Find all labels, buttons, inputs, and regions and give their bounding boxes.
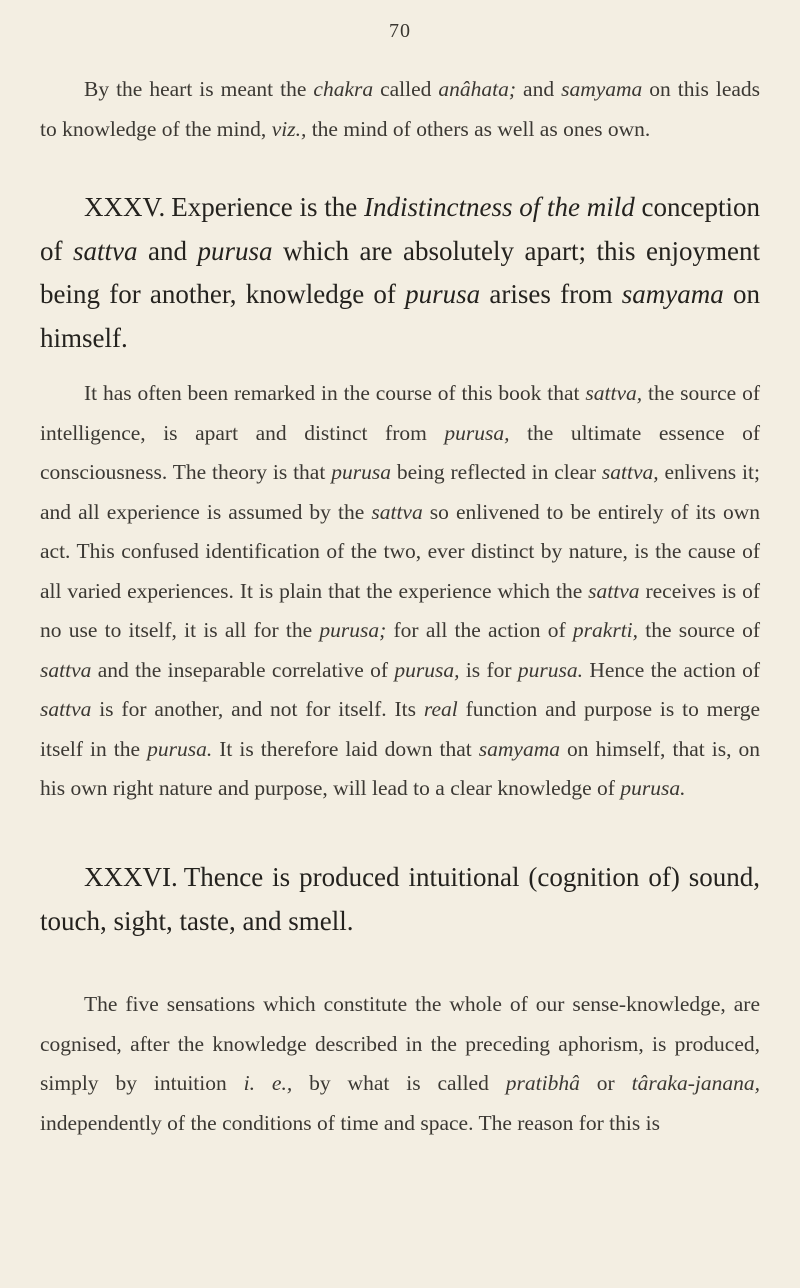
aphorism-36 [40,856,760,943]
commentary-35-term-4: sattva, [601,460,659,484]
commentary-35-term-12: sattva [40,697,92,721]
commentary-35-term-14: purusa. [147,736,213,761]
commentary-35-term-10: purusa, [394,657,460,682]
commentary-36-text-3: or [579,1071,632,1095]
commentary-35-term-11: purusa. [517,657,584,682]
intro-term-anahata: anâhata; [438,77,517,101]
commentary-35-term-5: sattva [371,499,423,524]
intro-text-3: and [516,77,562,101]
commentary-35-term-15: samyama [478,736,560,761]
commentary-35-text-5: enlivens it; and all experience is assumed by the [40,460,760,524]
commentary-35-term-16: purusa. [620,776,686,800]
aphorism-35-term-sattva: sattva [73,235,138,266]
aphorism-36-number: XXXVI. [84,862,178,892]
commentary-35-text-10: and the inseparable correlative of [91,657,395,682]
aphorism-36-text: Thence is produced intuitional (cognition of) sound, touch, sight, taste, and smell. [40,862,760,936]
intro-text-2: called [373,77,439,101]
page-number: 70 [389,20,411,42]
commentary-35-text-9: the source of [638,618,760,642]
aphorism-35-number: XXXV. [84,192,166,222]
commentary-35-term-1: sattva, [585,381,643,405]
intro-text-1: By the heart is meant the [84,77,314,101]
commentary-36-text-1: The five sensations which constitute the whole of our sense-knowledge, are cognised, after the knowledge described in the preceding aphorism, is produced, simply by intuition [40,992,760,1095]
commentary-35-text-14: function and purpose is to merge itself in the [40,697,761,761]
commentary-35 [40,374,760,809]
aphorism-35-text-2: conception of [40,192,760,266]
aphorism-35-text-6: on himself. [40,279,761,353]
commentary-35-term-7: purusa; [319,618,387,642]
commentary-36-text-2: by what is called [292,1071,506,1095]
commentary-36-term-pratibha: pratibhâ [505,1071,580,1095]
intro-term-viz: viz., [271,116,307,141]
intro-text-4: on this leads to knowledge of the mind, [40,77,761,141]
aphorism-35-term-samyama: samyama [621,279,724,309]
commentary-35-text-7: receives is of no use to itself, it is all for the [40,578,760,642]
commentary-35-term-3: purusa [331,460,391,484]
aphorism-35-term-purusa: purusa [197,235,273,266]
commentary-35-text-3: the ultimate essence of consciousness. The theory is that [40,420,760,484]
intro-paragraph [40,70,760,149]
aphorism-35-text-5: arises from [480,279,622,309]
intro-text-5: the mind of others as well as ones own. [306,116,651,141]
commentary-35-text-11: is for [459,657,518,682]
commentary-35-text-8: for all the action of [386,618,573,642]
aphorism-35-text-4: which are absolutely apart; this enjoyment being for another, knowledge of [40,235,760,309]
commentary-36-term-taraka-janana: târaka-janana, [631,1071,760,1095]
commentary-35-term-9: sattva [40,657,92,682]
commentary-36 [40,985,760,1143]
commentary-35-term-6: sattva [588,578,640,603]
commentary-36-term-1: i. e., [243,1071,293,1095]
intro-term-samyama: samyama [561,77,643,101]
intro-term-chakra: chakra [313,77,374,101]
aphorism-35-term-indistinctness: Indistinctness of the mild [363,192,635,222]
aphorism-35-text-3: and [137,235,198,266]
aphorism-35 [40,186,760,360]
commentary-35-text-16: on himself, that is, on his own right nature and purpose, will lead to a clear knowledge of [40,736,761,800]
commentary-35-text-4: being reflected in clear [390,460,602,484]
commentary-35-term-8: prakrti, [572,618,639,642]
commentary-36-text-4: independently of the conditions of time and space. The reason for this is [40,1110,660,1135]
commentary-35-term-2: purusa, [444,420,510,445]
aphorism-35-text-1: Experience is the [171,192,364,222]
commentary-35-text-13: is for another, and not for itself. Its [91,697,424,721]
commentary-35-text-2: the source of intelligence, is apart and distinct from [40,381,760,445]
commentary-35-text-12: Hence the action of [583,657,760,682]
commentary-35-term-13: real [423,697,458,721]
aphorism-35-term-purusa-2: purusa [405,279,481,309]
commentary-35-text-1: It has often been remarked in the course of this book that [84,381,586,405]
commentary-35-text-15: It is therefore laid down that [212,736,479,761]
commentary-35-text-6: so enlivened to be entirely of its own act. This confused identification of the two, ever distinct by nature, is the cause of all varied experiences. It is plain that the experience which the [40,499,761,603]
